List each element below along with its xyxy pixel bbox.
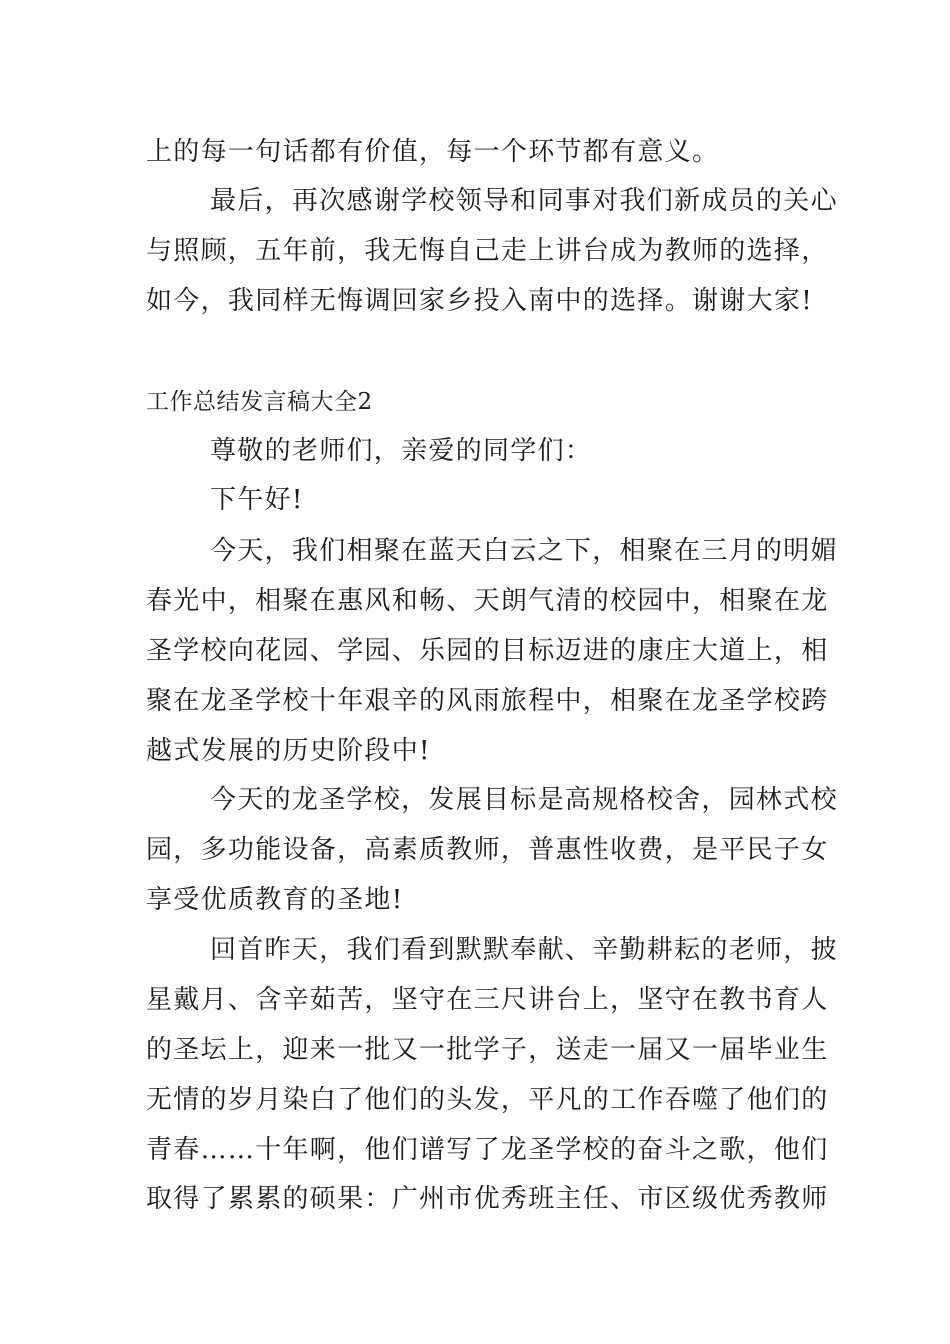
text-line: 园，多功能设备，高素质教师，普惠性收费，是平民子女 [146, 835, 829, 865]
text-line: 青春……十年啊，他们谱写了龙圣学校的奋斗之歌，他们 [146, 1135, 829, 1165]
text-line: 春光中，相聚在惠风和畅、天朗气清的校园中，相聚在龙 [146, 586, 829, 616]
text-line: 回首昨天，我们看到默默奉献、辛勤耕耘的老师，披 [210, 935, 838, 965]
text-line: 享受优质教育的圣地! [146, 885, 404, 915]
text-line: 今天，我们相聚在蓝天白云之下，相聚在三月的明媚 [210, 536, 838, 566]
greeting: 下午好! [210, 485, 304, 515]
text-line: 的圣坛上，迎来一批又一批学子，送走一届又一届毕业生 [146, 1035, 829, 1065]
text-line: 上的每一句话都有价值，每一个环节都有意义。 [146, 137, 720, 167]
section-title: 工作总结发言稿大全2 [146, 389, 373, 415]
text-line: 圣学校向花园、学园、乐园的目标迈进的康庄大道上，相 [146, 636, 829, 666]
salutation: 尊敬的老师们，亲爱的同学们： [210, 436, 593, 466]
text-line: 无情的岁月染白了他们的头发，平凡的工作吞噬了他们的 [146, 1085, 829, 1115]
text-line: 星戴月、含辛茹苦，坚守在三尺讲台上，坚守在教书育人 [146, 985, 829, 1015]
text-line: 聚在龙圣学校十年艰辛的风雨旅程中，相聚在龙圣学校跨 [146, 686, 829, 716]
text-line: 如今，我同样无悔调回家乡投入南中的选择。谢谢大家! [146, 286, 813, 316]
text-line: 越式发展的历史阶段中! [146, 736, 431, 766]
text-line: 取得了累累的硕果：广州市优秀班主任、市区级优秀教师 [146, 1184, 829, 1214]
text-line: 与照顾，五年前，我无悔自己走上讲台成为教师的选择， [146, 236, 829, 266]
text-line: 最后，再次感谢学校领导和同事对我们新成员的关心 [210, 186, 838, 216]
text-line: 今天的龙圣学校，发展目标是高规格校舍，园林式校 [210, 785, 838, 815]
